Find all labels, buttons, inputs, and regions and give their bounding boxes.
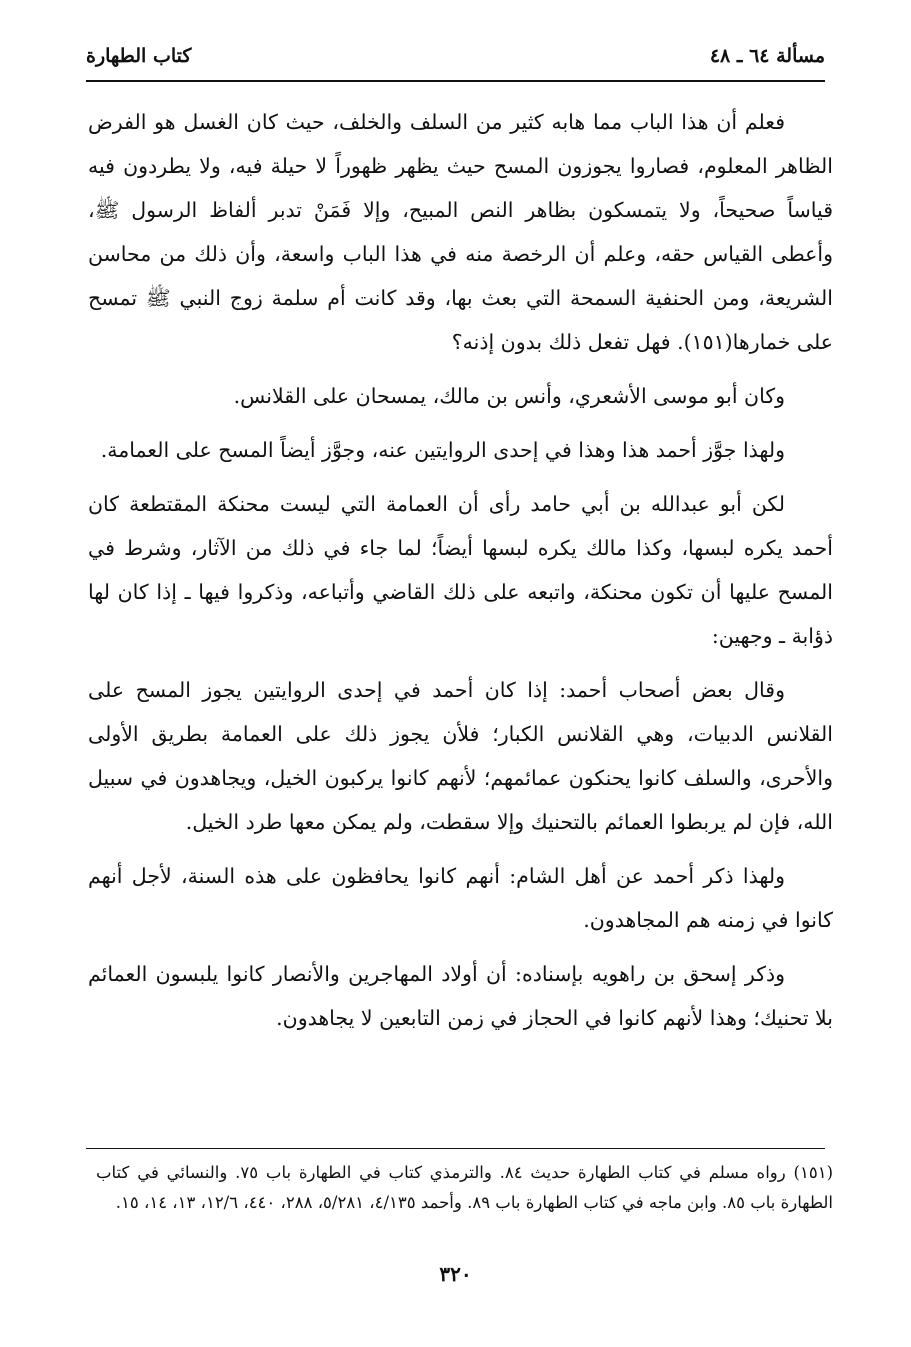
footnote-divider — [86, 1148, 825, 1149]
paragraph: وكان أبو موسى الأشعري، وأنس بن مالك، يمسحان على القلانس. — [233, 384, 785, 408]
header-divider — [86, 80, 825, 82]
chapter-title: مسألة ٦٤ ـ ٤٨ — [709, 45, 825, 67]
book-title: كتاب الطهارة — [86, 45, 192, 67]
paragraph: ولهذا ذكر أحمد عن أهل الشام: أنهم كانوا يحافظون على هذه السنة، لأجل أنهم كانوا في زمنه هم المجاهدون. — [88, 864, 833, 932]
paragraph: ولهذا جوَّز أحمد هذا وهذا في إحدى الروايتين عنه، وجوَّز أيضاً المسح على العمامة. — [100, 438, 785, 462]
paragraph: وقال بعض أصحاب أحمد: إذا كان أحمد في إحدى الروايتين يجوز المسح على القلانس الدبيات، وهي القلانس الكبار؛ فلأن يجوز ذلك على العمامة بطريق الأولى والأحرى، والسلف كانوا يحنكون عمائمهم؛ لأنهم كانوا يركبون الخيل، ويجاهدون في سبيل الله، فإن لم يربطوا العمائم بالتحنيك وإلا سقطت، ولم يمكن معها طرد الخيل. — [88, 678, 833, 834]
footnote: (١٥١) رواه مسلم في كتاب الطهارة حديث ٨٤. والترمذي كتاب في الطهارة باب ٧٥. والنسائي في كتاب الطهارة باب ٨٥. وابن ماجه في كتاب الطهارة باب ٨٩. وأحمد ٤/١٣٥، ٥/٢٨١، ٢٨٨، ٤٤٠، ١٢/٦، ١٣، ١٤، ١٥. — [96, 1163, 833, 1212]
page-number: ٣٢٠ — [439, 1262, 472, 1286]
paragraph: لكن أبو عبدالله بن أبي حامد رأى أن العمامة التي ليست محنكة المقتطعة كان أحمد يكره لبسها، وكذا مالك يكره لبسها أيضاً؛ لما جاء في ذلك من الآثار، وشرط في المسح عليها أن تكون محنكة، واتبعه على ذلك القاضي وأتباعه، وذكروا فيها ـ إذا كان لها ذؤابة ـ وجهين: — [88, 492, 833, 648]
paragraph: فعلم أن هذا الباب مما هابه كثير من السلف والخلف، حيث كان الغسل هو الفرض الظاهر المعلوم، فصاروا يجوزون المسح حيث يظهر ظهوراً لا حيلة فيه، ولا يطردون فيه قياساً صحيحاً، ولا يتمسكون بظاهر النص المبيح، وإلا فَمَنْ تدبر ألفاظ الرسول ﷺ، وأعطى القياس حقه، وعلم أن الرخصة منه في هذا الباب واسعة، وأن ذلك من محاسن الشريعة، ومن الحنفية السمحة التي بعث بها، وقد كانت أم سلمة زوج النبي ﷺ تمسح على خمارها(١٥١). فهل تفعل ذلك بدون إذنه؟ — [88, 110, 833, 354]
paragraph: وذكر إسحق بن راهويه بإسناده: أن أولاد المهاجرين والأنصار كانوا يلبسون العمائم بلا تحنيك؛ وهذا لأنهم كانوا في الحجاز في زمن التابعين لا يجاهدون. — [88, 962, 833, 1030]
running-header — [86, 40, 825, 72]
main-text — [88, 100, 833, 1050]
